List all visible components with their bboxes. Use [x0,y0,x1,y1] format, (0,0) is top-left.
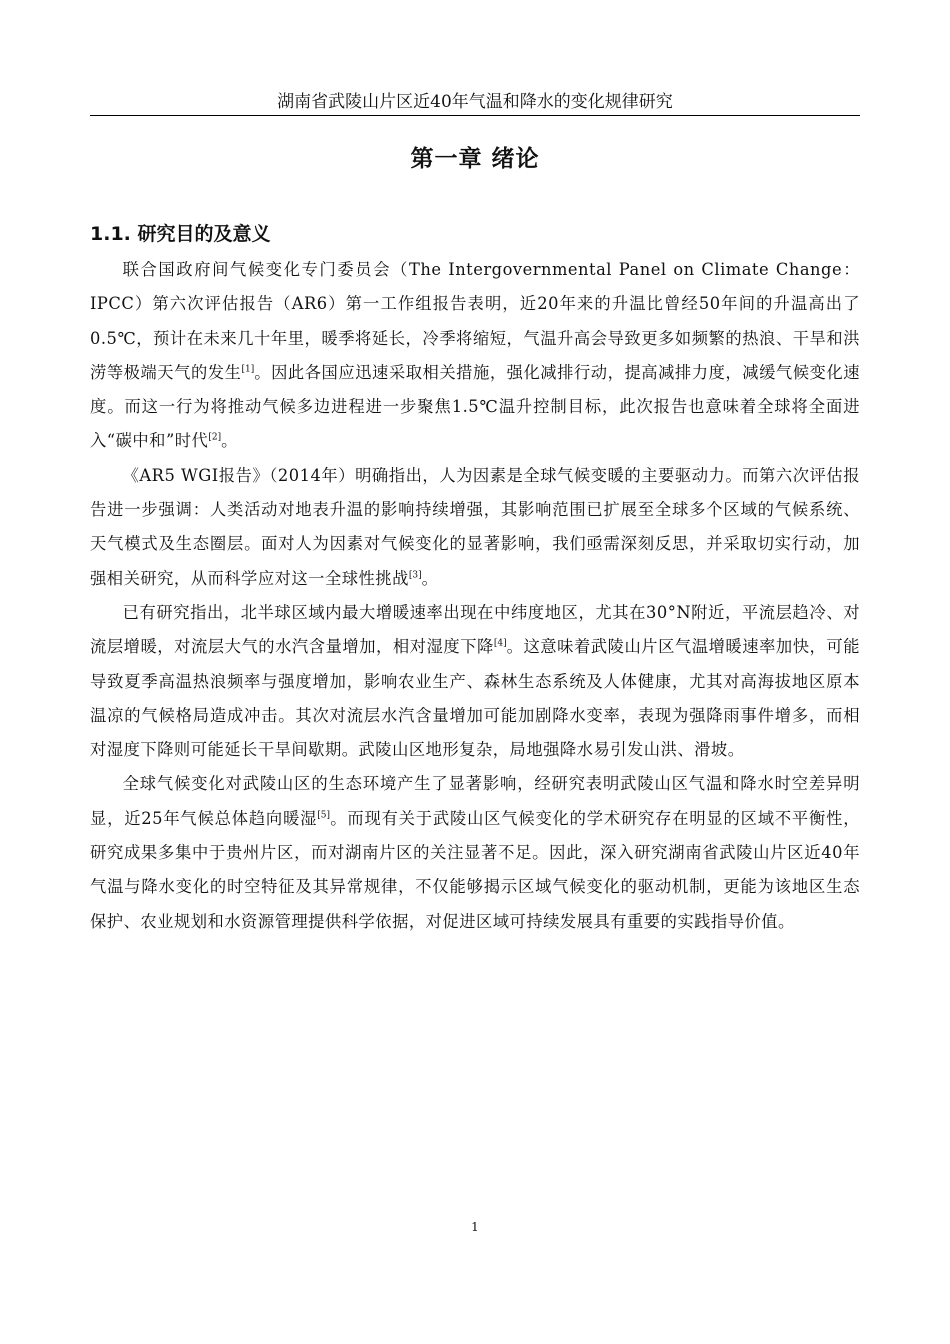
paragraph-text: 联合国政府间气候变化专门委员会（The Intergovernmental Panel on Climate Change：IPCC）第六次评估报告（AR6）第一工作组报告表明，近20年来的升温比曾经50年间的升温高出了0.5℃，预计在未来几十年里，暖季将延长，冷季将缩短，气温升高会导致更多如频繁的热浪、干旱和洪涝等极端天气的发生 [90,260,860,382]
paragraph-text: 。这意味着武陵山片区气温增暖速率加快，可能导致夏季高温热浪频率与强度增加，影响农业生产、森林生态系统及人体健康，尤其对高海拔地区原本温凉的气候格局造成冲击。其次对流层水汽含量增加可能加剧降水变率，表现为强降雨事件增多，而相对湿度下降则可能延长干旱间歇期。武陵山区地形复杂，局地强降水易引发山洪、滑坡。 [90,637,860,760]
citation-5[interactable]: [5] [317,810,330,821]
citation-2[interactable]: [2] [208,433,222,444]
paragraph-ar5-report [90,459,860,596]
running-header: 湖南省武陵山片区近40年气温和降水的变化规律研究 [277,92,673,112]
paragraph-text: 全球气候变化对武陵山区的生态环境产生了显著影响，经研究表明武陵山区气温和降水时空差异明显，近25年气候总体趋向暖湿 [90,774,860,828]
paragraph-text: 已有研究指出，北半球区域内最大增暖速率出现在中纬度地区，尤其在30°N附近，平流层趋冷、对流层增暖，对流层大气的水汽含量增加，相对湿度下降 [90,602,860,657]
section-heading: 1.1. 研究目的及意义 [90,222,271,245]
body-text [90,253,860,939]
page-number: 1 [471,1220,479,1234]
citation-4[interactable]: [4] [493,638,507,649]
header-rule [90,115,860,116]
paragraph-text: 。而现有关于武陵山区气候变化的学术研究存在明显的区域不平衡性，研究成果多集中于贵州片区，而对湖南片区的关注显著不足。因此，深入研究湖南省武陵山片区近40年气温与降水变化的时空特征及其异常规律，不仅能够揭示区域气候变化的驱动机制，更能为该地区生态保护、农业规划和水资源管理提供科学依据，对促进区域可持续发展具有重要的实践指导价值。 [90,808,860,931]
paragraph-wuling-research [90,767,860,938]
paragraph-ipcc-ar6 [90,253,860,459]
paragraph-text: 《AR5 WGI报告》（2014年）明确指出，人为因素是全球气候变暖的主要驱动力。而第六次评估报告进一步强调：人类活动对地表升温的影响持续增强，其影响范围已扩展至全球多个区域的气候系统、天气模式及生态圈层。面对人为因素对气候变化的显著影响，我们亟需深刻反思，并采取切实行动，加强相关研究，从而科学应对这一全球性挑战 [90,465,860,588]
paragraph-text: 。 [421,568,439,588]
paragraph-text: 。 [221,431,238,451]
chapter-title: 第一章 绪论 [410,146,540,173]
citation-1[interactable]: [1] [241,364,255,375]
paragraph-text: 。因此各国应迅速采取相关措施，强化减排行动，提高减排力度，减缓气候变化速度。而这一行为将推动气候多边进程进一步聚焦1.5℃温升控制目标，此次报告也意味着全球将全面进入“碳中和”时代 [90,362,860,451]
citation-3[interactable]: [3] [408,570,422,581]
paragraph-warming-rate [90,596,860,767]
